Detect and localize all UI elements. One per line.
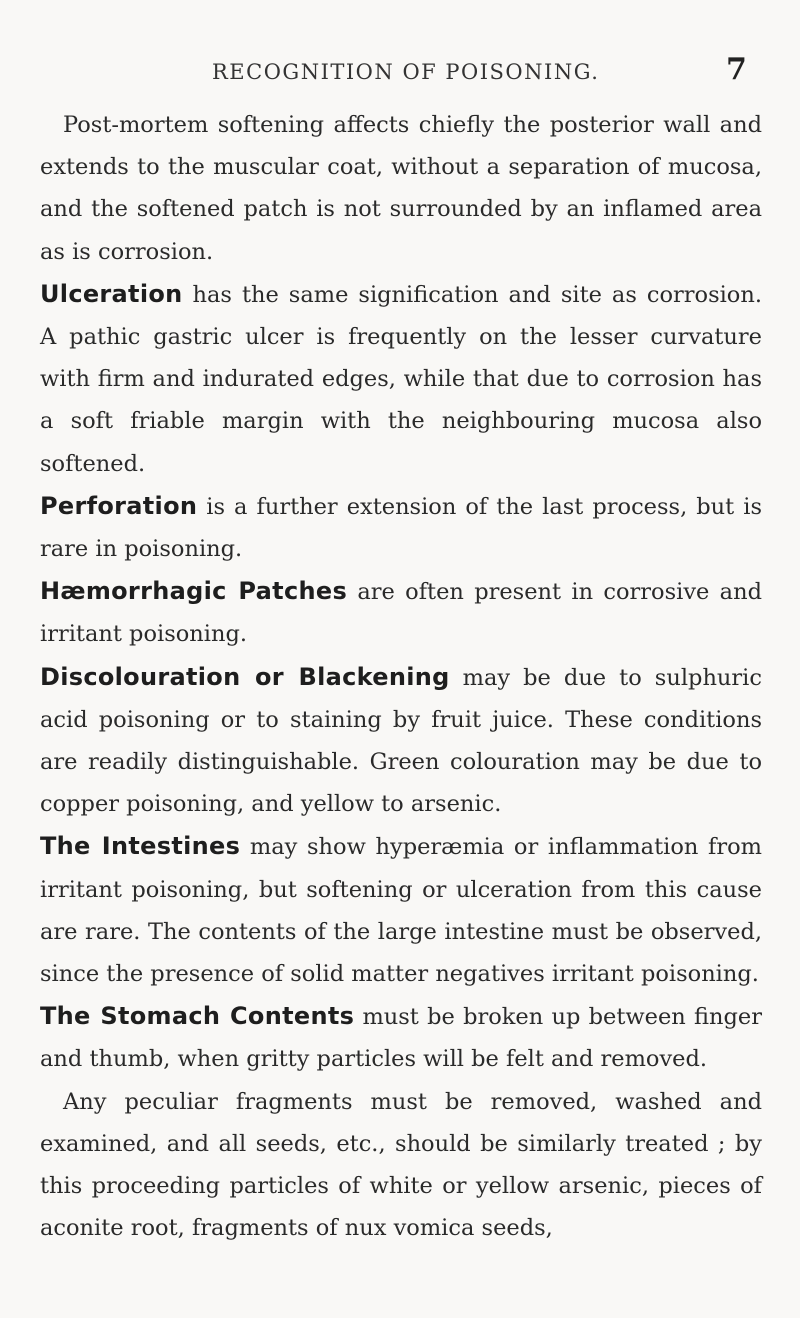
paragraph-text: must be broken up between finger and thumb, when gritty particles will be felt and removed. [40,1004,762,1073]
paragraph-perforation [40,485,762,570]
paragraph-haemorrhagic-patches [40,570,762,655]
page-body [40,104,762,1249]
paragraph-discolouration [40,656,762,826]
paragraph-text: are often present in corrosive and irritant poisoning. [40,579,762,648]
paragraph-text: may show hyperæmia or inflammation from irritant poisoning, but softening or ulceration from this cause are rare. The contents of the large intestine must be observed, since the presence of solid matter negatives irritant poisoning. [40,834,762,988]
section-heading-perforation: Perforation [40,491,198,520]
paragraph-stomach-contents [40,995,762,1080]
section-heading-discolouration: Discolouration or Blackening [40,662,450,691]
paragraph-text: Post-mortem softening affects chiefly the posterior wall and extends to the muscular coat, without a separation of mucosa, and the softened patch is not surrounded by an inflamed area as is corrosion. [40,112,762,265]
paragraph-post-mortem-softening [40,104,762,273]
section-heading-haemorrhagic-patches: Hæmorrhagic Patches [40,577,348,606]
section-heading-ulceration: Ulceration [40,279,183,308]
page-number: 7 [726,52,747,87]
section-heading-stomach-contents: The Stomach Contents [40,1002,355,1031]
paragraph-intestines [40,825,762,995]
page-header [0,52,800,92]
paragraph-text: is a further extension of the last process, but is rare in poisoning. [40,493,762,563]
paragraph-text: Any peculiar fragments must be removed, washed and examined, and all seeds, etc., should be similarly treated ; by this proceeding particles of white or yellow arsenic, pieces of aconite root, fragments of nux vomica seeds, [40,1088,762,1242]
paragraph-text: may be due to sulphuric acid poisoning or to staining by fruit juice. These conditions are readily distinguishable. Green colouration may be due to copper poisoning, and yellow to arsenic. [40,664,762,818]
running-head: RECOGNITION OF POISONING. [212,60,600,84]
section-heading-intestines: The Intestines [40,832,241,861]
paragraph-ulceration [40,273,762,485]
paragraph-text: has the same signification and site as corrosion. A pathic gastric ulcer is frequently on the lesser curvature with firm and indurated edges, while that due to corrosion has a soft friable margin with the neighbouring mucosa also softened. [40,281,762,477]
paragraph-peculiar-fragments [40,1081,762,1250]
